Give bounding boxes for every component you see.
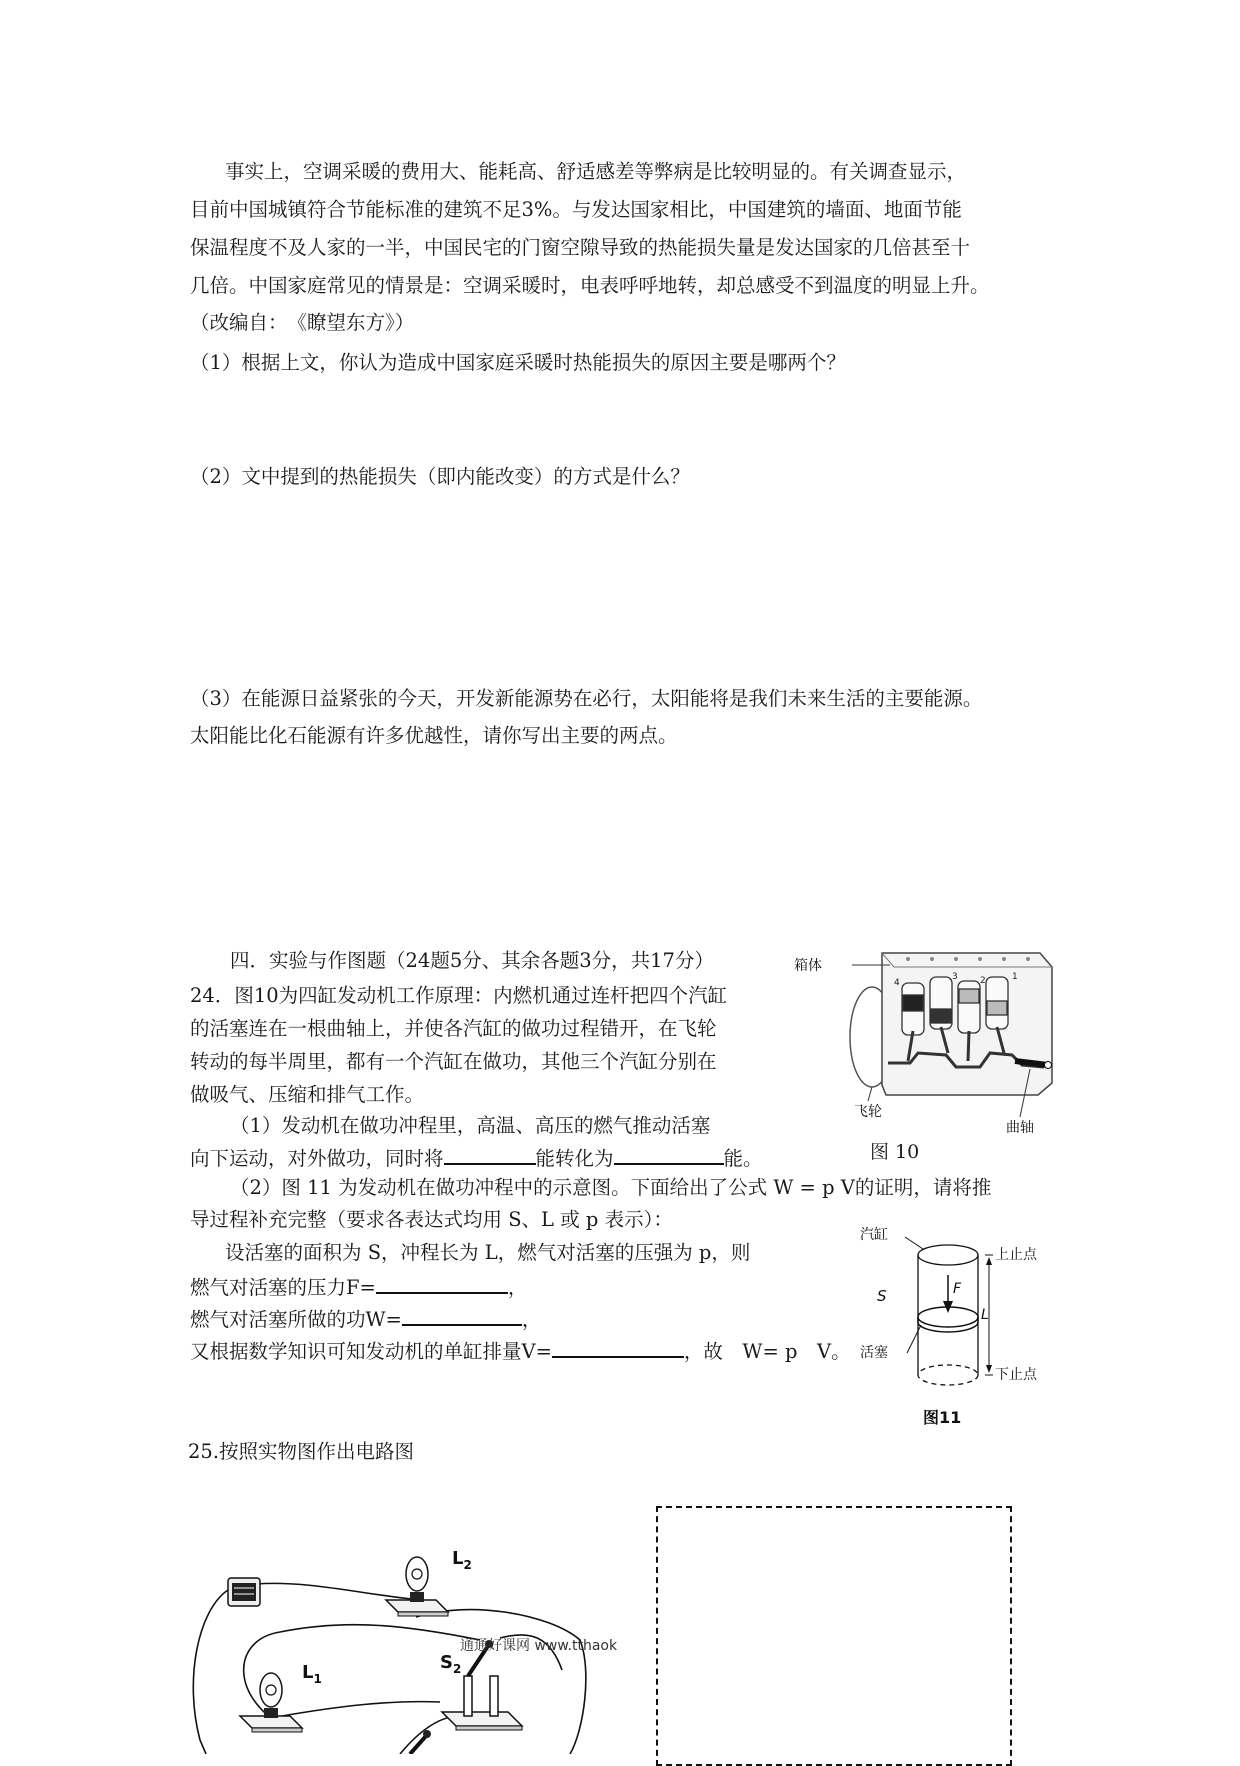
question-24-line-4: 做吸气、压缩和排气工作。	[190, 1083, 425, 1106]
figure-10-caption: 图 10	[870, 1141, 920, 1163]
label-box: 箱体	[794, 958, 822, 974]
leader-cylinder	[905, 1237, 923, 1249]
force-comma: ，	[507, 1276, 528, 1299]
label-piston: 活塞	[860, 1345, 888, 1361]
lamp-l2	[386, 1557, 448, 1616]
figure-11-caption: 图11	[923, 1408, 962, 1425]
cylinder-number: 4	[894, 978, 900, 988]
work-label: 燃气对活塞所做的功W=	[190, 1308, 402, 1331]
label-crank: 曲轴	[1006, 1120, 1034, 1135]
cylinder-number: 2	[980, 976, 986, 986]
question-24-part-2-a: （2）图 11 为发动机在做功冲程中的示意图。下面给出了公式 W = p V的证明，请将推	[230, 1176, 992, 1199]
question-25-title: 25.按照实物图作出电路图	[188, 1440, 415, 1463]
switch-s1-handle	[410, 1736, 426, 1754]
lamp-l1	[240, 1673, 302, 1732]
crank-shaft-end	[1015, 1061, 1048, 1065]
question-24-line-2: 的活塞连在一根曲轴上，并使各汽缸的做功过程错开，在飞轮	[190, 1017, 717, 1040]
volume-label: 又根据数学知识可知发动机的单缸排量V=	[190, 1340, 552, 1363]
question-24-part-2-c: 设活塞的面积为 S，冲程长为 L，燃气对活塞的压强为 p，则	[225, 1241, 751, 1264]
q24-p1-text-3: 能。	[723, 1147, 763, 1170]
force-label: 燃气对活塞的压力F=	[190, 1276, 376, 1299]
circuit-drawing-area[interactable]	[656, 1506, 1012, 1766]
leader-piston	[907, 1325, 921, 1353]
label-l1: $L_1$	[302, 1662, 322, 1686]
question-3-line-1: （3）在能源日益紧张的今天，开发新能源势在必行，太阳能将是我们未来生活的主要能源。	[190, 687, 983, 710]
answer-blank-energy-to[interactable]	[614, 1143, 724, 1165]
stroke-arrow-down	[986, 1365, 992, 1373]
cylinder-figure	[855, 1225, 1055, 1425]
label-bottom-dead-center: 下止点	[995, 1367, 1037, 1383]
label-area-s: S	[877, 1287, 887, 1305]
passage-line-1: 事实上，空调采暖的费用大、能耗高、舒适感差等弊病是比较明显的。有关调查显示，	[225, 160, 967, 183]
cylinder-number: 3	[952, 972, 958, 982]
question-1: （1）根据上文，你认为造成中国家庭采暖时热能损失的原因主要是哪两个？	[190, 351, 846, 374]
passage-line-4: 几倍。中国家庭常见的情景是：空调采暖时，电表呼呼地转，却总感受不到温度的明显上升。	[190, 274, 990, 297]
q24-p1-text-1: 向下运动，对外做功，同时将	[190, 1147, 444, 1170]
passage-source: （改编自： 《瞭望东方》）	[190, 311, 415, 334]
crank-end	[1045, 1062, 1052, 1069]
label-force-f: F	[953, 1281, 962, 1297]
circuit-figure	[190, 1540, 650, 1754]
cylinder-bottom	[918, 1365, 978, 1385]
question-24-part-2-b: 导过程补充完整（要求各表达式均用 S、L 或 p 表示）：	[190, 1208, 673, 1231]
label-stroke-l: L	[981, 1307, 989, 1323]
battery	[228, 1578, 260, 1606]
cylinder-top	[918, 1245, 978, 1265]
engine-figure	[790, 935, 1060, 1135]
label-s2: $S_2$	[440, 1652, 462, 1676]
answer-blank-energy-from[interactable]	[444, 1143, 536, 1165]
question-24-part-1-a: （1）发动机在做功冲程里，高温、高压的燃气推动活塞	[230, 1114, 711, 1137]
label-top-dead-center: 上止点	[995, 1247, 1037, 1263]
passage-line-2: 目前中国城镇符合节能标准的建筑不足3%。与发达国家相比，中国建筑的墙面、地面节能	[190, 198, 962, 221]
question-24-work-line	[190, 1304, 541, 1334]
answer-blank-force[interactable]	[376, 1272, 508, 1294]
question-2: （2）文中提到的热能损失（即内能改变）的方式是什么？	[190, 465, 690, 488]
label-flywheel: 飞轮	[854, 1104, 882, 1120]
question-3-line-2: 太阳能比化石能源有许多优越性，请你写出主要的两点。	[190, 724, 678, 747]
answer-blank-work[interactable]	[402, 1304, 522, 1326]
q24-p1-text-2: 能转化为	[535, 1147, 614, 1170]
label-l2: $L_2$	[452, 1548, 472, 1572]
passage-line-3: 保温程度不及人家的一半，中国民宅的门窗空隙导致的热能损失量是发达国家的几倍甚至十	[190, 236, 971, 259]
volume-conclusion: ，故 W= p V。	[683, 1340, 851, 1363]
question-24-line-3: 转动的每半周里，都有一个汽缸在做功，其他三个汽缸分别在	[190, 1050, 717, 1073]
cylinder-number: 1	[1012, 972, 1018, 982]
work-comma: ，	[521, 1308, 542, 1331]
answer-blank-volume[interactable]	[552, 1336, 684, 1358]
question-24-force-line	[190, 1272, 527, 1302]
question-24-volume-line	[190, 1336, 851, 1366]
leader-flywheel	[868, 1087, 872, 1101]
section-heading: 四．实验与作图题（24题5分、其余各题3分，共17分）	[230, 949, 714, 972]
label-cylinder: 汽缸	[860, 1227, 888, 1243]
watermark: 通通好课网 www.tthaok	[460, 1638, 618, 1654]
question-24-line-1: 24．图10为四缸发动机工作原理：内燃机通过连杆把四个汽缸	[190, 984, 728, 1007]
switch-s1-knob	[423, 1730, 431, 1738]
stroke-arrow-up	[986, 1257, 992, 1265]
question-24-part-1-b	[190, 1143, 763, 1173]
